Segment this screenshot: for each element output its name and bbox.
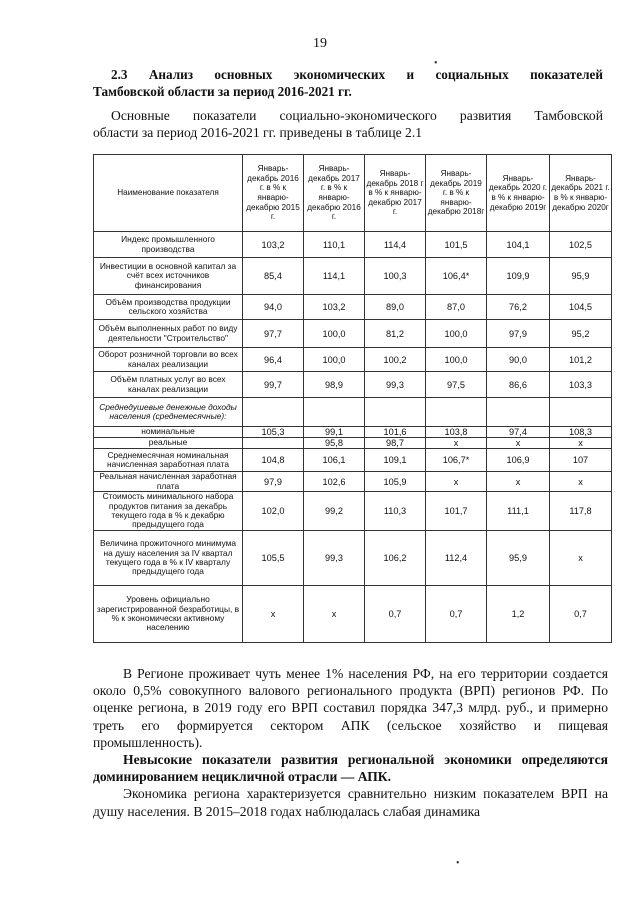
row-value: 100,0 bbox=[304, 320, 365, 348]
row-value: 0,7 bbox=[550, 586, 612, 643]
row-value: 99,3 bbox=[304, 531, 365, 586]
row-value: 102,0 bbox=[243, 492, 304, 531]
row-value: 111,1 bbox=[487, 492, 550, 531]
table-row bbox=[94, 449, 612, 472]
row-value: 103,8 bbox=[426, 427, 487, 438]
indicators-table bbox=[93, 154, 612, 643]
row-value: 104,8 bbox=[243, 449, 304, 472]
row-value: 95,9 bbox=[487, 531, 550, 586]
intro-paragraph bbox=[93, 107, 603, 141]
scan-speck: • bbox=[434, 58, 438, 69]
table-row bbox=[94, 320, 612, 348]
row-value: 107 bbox=[550, 449, 612, 472]
header-col: Январь-декабрь 2017 г. в % к январю-декабрю 2016 г. bbox=[304, 155, 365, 232]
row-name: номинальные bbox=[94, 427, 243, 438]
row-value: 101,6 bbox=[365, 427, 426, 438]
row-name: Объём производства продукции сельского хозяйства bbox=[94, 295, 243, 320]
row-value: 100,0 bbox=[426, 320, 487, 348]
row-value: 108,3 bbox=[550, 427, 612, 438]
row-value: 101,2 bbox=[550, 348, 612, 372]
table-row bbox=[94, 348, 612, 372]
table-row bbox=[94, 586, 612, 643]
body-text bbox=[93, 665, 608, 820]
row-value: 112,4 bbox=[426, 531, 487, 586]
row-value: 85,4 bbox=[243, 258, 304, 295]
row-value: 100,3 bbox=[365, 258, 426, 295]
row-name: Стоимость минимального набора продуктов питания за декабрь текущего года в % к декабрю предыдущего года bbox=[94, 492, 243, 531]
row-name: Индекс промышленного производства bbox=[94, 232, 243, 258]
row-value: 97,5 bbox=[426, 372, 487, 398]
heading-line-2: Тамбовской области за период 2016-2021 гг. bbox=[93, 84, 352, 99]
row-name: Среднемесячная номинальная начисленная заработная плата bbox=[94, 449, 243, 472]
row-value: 106,7* bbox=[426, 449, 487, 472]
row-value: 0,7 bbox=[365, 586, 426, 643]
section-heading bbox=[93, 66, 603, 100]
row-value: 117,8 bbox=[550, 492, 612, 531]
row-value: 97,7 bbox=[243, 320, 304, 348]
row-value: 95,8 bbox=[304, 438, 365, 449]
row-value: 101,7 bbox=[426, 492, 487, 531]
row-value: 104,5 bbox=[550, 295, 612, 320]
row-value: 99,7 bbox=[243, 372, 304, 398]
row-value: 98,9 bbox=[304, 372, 365, 398]
row-value: 101,5 bbox=[426, 232, 487, 258]
intro-line-2: области за период 2016-2021 гг. приведены в таблице 2.1 bbox=[93, 125, 423, 140]
row-name: реальные bbox=[94, 438, 243, 449]
row-value: 90,0 bbox=[487, 348, 550, 372]
row-value: 114,4 bbox=[365, 232, 426, 258]
row-value: 100,0 bbox=[426, 348, 487, 372]
paragraph-2: Невысокие показатели развития региональной экономики определяются доминированием нецикличной отрасли — АПК. bbox=[93, 752, 608, 785]
row-value: 81,2 bbox=[365, 320, 426, 348]
row-value: 0,7 bbox=[426, 586, 487, 643]
row-value: 99,2 bbox=[304, 492, 365, 531]
row-value: 104,1 bbox=[487, 232, 550, 258]
row-value: x bbox=[487, 472, 550, 492]
row-value: x bbox=[550, 438, 612, 449]
table-row bbox=[94, 472, 612, 492]
row-name: Объём выполненных работ по виду деятельности "Строительство" bbox=[94, 320, 243, 348]
header-name: Наименование показателя bbox=[94, 155, 243, 232]
table-row bbox=[94, 232, 612, 258]
table-row bbox=[94, 438, 612, 449]
table-row bbox=[94, 258, 612, 295]
row-value: 100,0 bbox=[304, 348, 365, 372]
row-value: 86,6 bbox=[487, 372, 550, 398]
row-value: 89,0 bbox=[365, 295, 426, 320]
row-value: x bbox=[243, 586, 304, 643]
row-value: 110,3 bbox=[365, 492, 426, 531]
row-value bbox=[487, 398, 550, 427]
row-value: 106,4* bbox=[426, 258, 487, 295]
scan-speck: • bbox=[456, 858, 460, 869]
row-name: Величина прожиточного минимума на душу населения за IV квартал текущего года в % к IV кварталу предыдущего года bbox=[94, 531, 243, 586]
page-number: 19 bbox=[313, 36, 327, 51]
header-col: Январь-декабрь 2018 г в % к январю-декабрю 2017 г. bbox=[365, 155, 426, 232]
row-value: x bbox=[550, 531, 612, 586]
row-value: 96,4 bbox=[243, 348, 304, 372]
row-value: 106,9 bbox=[487, 449, 550, 472]
table-row bbox=[94, 372, 612, 398]
row-value: 110,1 bbox=[304, 232, 365, 258]
intro-line-1: Основные показатели социально-экономического развития Тамбовской bbox=[111, 108, 603, 123]
row-value: 102,6 bbox=[304, 472, 365, 492]
row-value: 105,9 bbox=[365, 472, 426, 492]
row-value: 106,1 bbox=[304, 449, 365, 472]
row-value: x bbox=[487, 438, 550, 449]
row-value: 95,2 bbox=[550, 320, 612, 348]
table-row bbox=[94, 492, 612, 531]
row-value: 106,2 bbox=[365, 531, 426, 586]
row-value: x bbox=[304, 586, 365, 643]
row-value bbox=[550, 398, 612, 427]
table-row bbox=[94, 398, 612, 427]
row-value bbox=[365, 398, 426, 427]
row-value: x bbox=[550, 472, 612, 492]
paragraph-3: Экономика региона характеризуется сравнительно низким показателем ВРП на душу населения. В 2015–2018 годах наблюдалась слабая динамика bbox=[93, 786, 608, 819]
row-value: 114,1 bbox=[304, 258, 365, 295]
row-value: 1,2 bbox=[487, 586, 550, 643]
row-name: Объём платных услуг во всех каналах реализации bbox=[94, 372, 243, 398]
row-value: 103,3 bbox=[550, 372, 612, 398]
row-name: Инвестиции в основной капитал за счёт всех источников финансирования bbox=[94, 258, 243, 295]
row-value: 100,2 bbox=[365, 348, 426, 372]
row-value: 97,4 bbox=[487, 427, 550, 438]
row-value: 97,9 bbox=[243, 472, 304, 492]
table-row bbox=[94, 427, 612, 438]
header-col: Январь-декабрь 2016 г. в % к январю-декабрю 2015 г. bbox=[243, 155, 304, 232]
header-col: Январь-декабрь 2019 г. в % к январю-декабрю 2018г bbox=[426, 155, 487, 232]
row-name: Среднедушевые денежные доходы населения (среднемесячные): bbox=[94, 398, 243, 427]
header-col: Январь-декабрь 2021 г. в % к январю-декабрю 2020г bbox=[550, 155, 612, 232]
row-value: 76,2 bbox=[487, 295, 550, 320]
row-name: Уровень официально зарегистрированной безработицы, в % к экономически активному населению bbox=[94, 586, 243, 643]
header-col: Январь-декабрь 2020 г. в % к январю-декабрю 2019г bbox=[487, 155, 550, 232]
row-value bbox=[304, 398, 365, 427]
row-value: 103,2 bbox=[304, 295, 365, 320]
row-value: 97,9 bbox=[487, 320, 550, 348]
row-value: x bbox=[426, 438, 487, 449]
row-value: 99,3 bbox=[365, 372, 426, 398]
row-value: 87,0 bbox=[426, 295, 487, 320]
table-row bbox=[94, 295, 612, 320]
row-value: 95,9 bbox=[550, 258, 612, 295]
row-value bbox=[426, 398, 487, 427]
row-value: 109,1 bbox=[365, 449, 426, 472]
row-value: 103,2 bbox=[243, 232, 304, 258]
row-value: 99,1 bbox=[304, 427, 365, 438]
row-value: 94,0 bbox=[243, 295, 304, 320]
row-value: 102,5 bbox=[550, 232, 612, 258]
paragraph-1: В Регионе проживает чуть менее 1% населения РФ, на его территории создается около 0,5% совокупного валового регионального продукта (ВРП) регионов РФ. По оценке региона, в 2019 году его ВРП составил порядка 347,3 млрд. руб., и примерно треть его формируется сектором АПК (сельское хозяйство и пищевая промышленность). bbox=[93, 666, 608, 750]
row-value: 105,3 bbox=[243, 427, 304, 438]
row-name: Оборот розничной торговли во всех каналах реализации bbox=[94, 348, 243, 372]
row-value bbox=[243, 438, 304, 449]
row-value bbox=[243, 398, 304, 427]
row-value: 98,7 bbox=[365, 438, 426, 449]
heading-line-1: 2.3 Анализ основных экономических и социальных показателей bbox=[111, 67, 603, 82]
row-value: 109,9 bbox=[487, 258, 550, 295]
row-value: x bbox=[426, 472, 487, 492]
row-value: 105,5 bbox=[243, 531, 304, 586]
row-name: Реальная начисленная заработная плата bbox=[94, 472, 243, 492]
table-row bbox=[94, 531, 612, 586]
